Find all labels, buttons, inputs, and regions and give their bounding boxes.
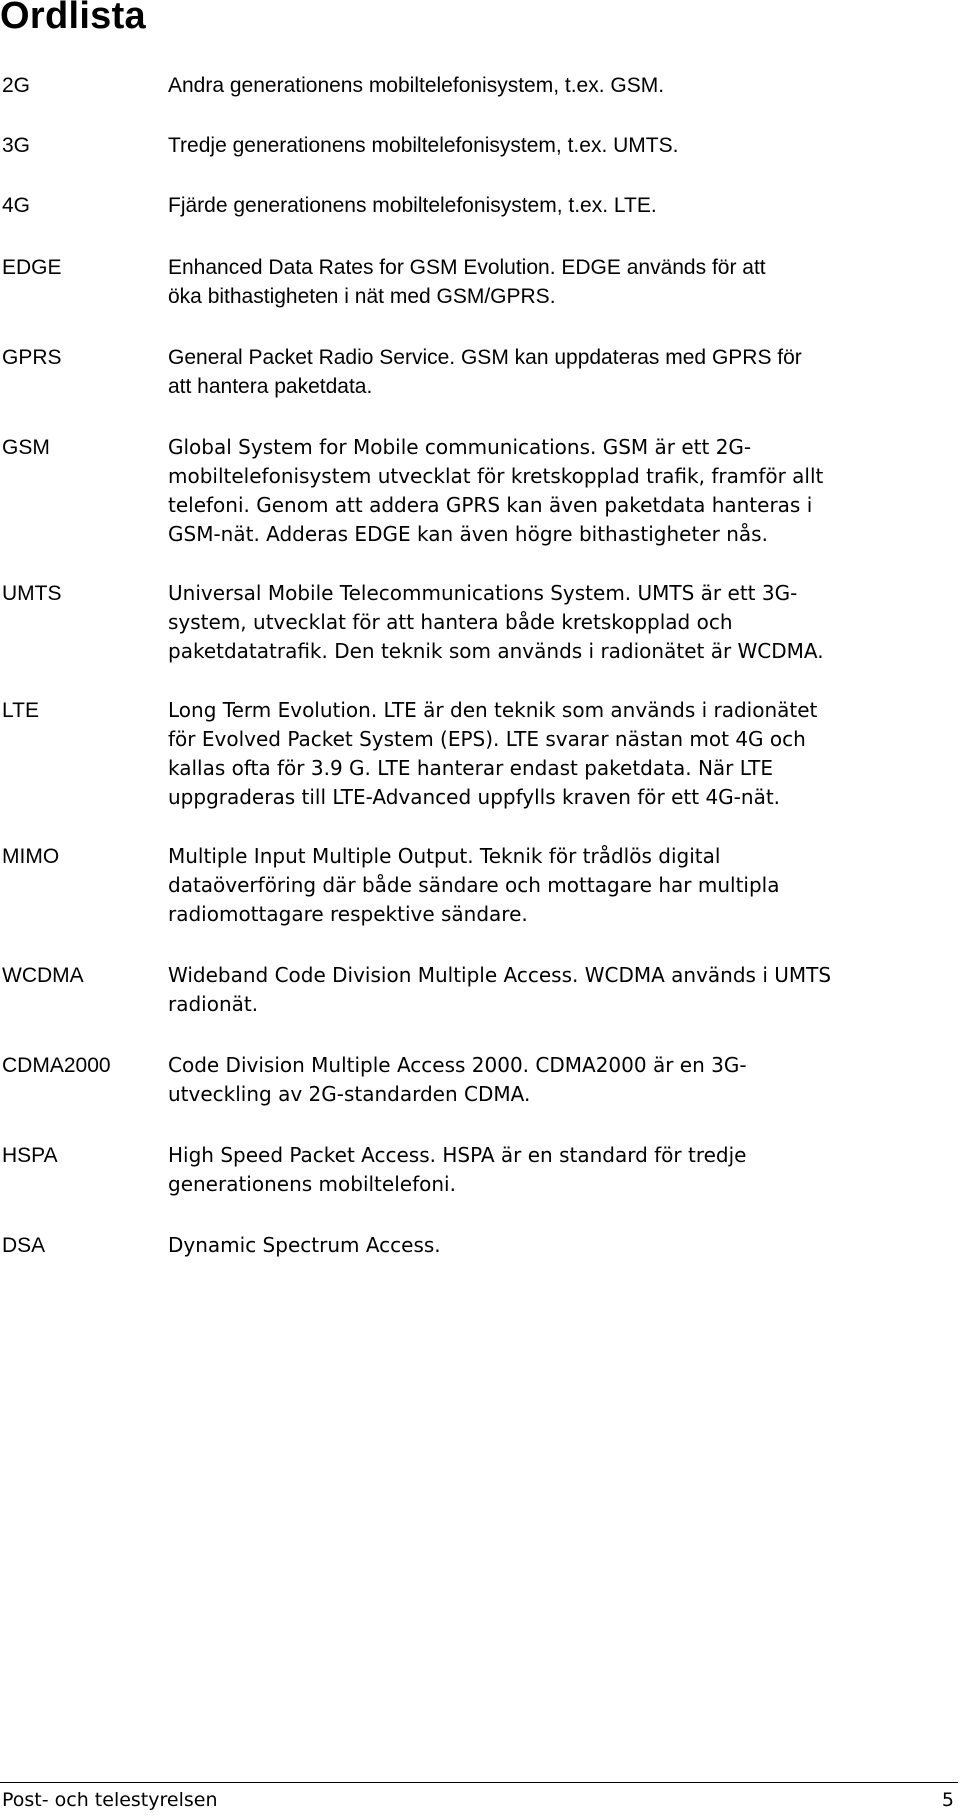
definition-line: telefoni. Genom att addera GPRS kan även paketdata hanteras i [168, 493, 813, 517]
glossary-definition [168, 842, 948, 929]
definition-line: Global System for Mobile communications. GSM är ett 2G- [168, 435, 752, 459]
glossary-term: GSM [2, 436, 50, 459]
glossary-definition [168, 343, 948, 401]
definition-line: för Evolved Packet System (EPS). LTE svarar nästan mot 4G och [168, 727, 806, 751]
definition-line: radionät. [168, 992, 259, 1016]
glossary-definition [168, 253, 948, 311]
definition-line: GSM-nät. Adderas EDGE kan även högre bithastigheter nås. [168, 522, 768, 546]
glossary-term: UMTS [2, 582, 62, 605]
definition-line: Andra generationens mobiltelefonisystem, t.ex. GSM. [168, 74, 665, 97]
glossary-definition [168, 1051, 948, 1109]
definition-line: system, utvecklat för att hantera både kretskopplad och [168, 610, 733, 634]
glossary-term: 4G [2, 194, 31, 217]
definition-line: Universal Mobile Telecommunications System. UMTS är ett 3G- [168, 581, 798, 605]
definition-line: Enhanced Data Rates for GSM Evolution. EDGE används för att [168, 256, 766, 279]
glossary-definition [168, 131, 948, 160]
glossary-term: WCDMA [2, 964, 84, 987]
definition-line: High Speed Packet Access. HSPA är en standard för tredje [168, 1143, 747, 1167]
glossary-definition [168, 433, 948, 549]
definition-line: Wideband Code Division Multiple Access. WCDMA används i UMTS [168, 963, 832, 987]
definition-line: paketdatatrafik. Den teknik som används i radionätet är WCDMA. [168, 639, 824, 663]
definition-line: Code Division Multiple Access 2000. CDMA2000 är en 3G- [168, 1053, 747, 1077]
footer-publisher: Post- och telestyrelsen [2, 1789, 218, 1811]
glossary-term: GPRS [2, 346, 62, 369]
glossary-term: 3G [2, 134, 31, 157]
definition-line: Dynamic Spectrum Access. [168, 1233, 441, 1257]
definition-line: generationens mobiltelefoni. [168, 1172, 456, 1196]
definition-line: utveckling av 2G-standarden CDMA. [168, 1082, 531, 1106]
definition-line: Multiple Input Multiple Output. Teknik för trådlös digital [168, 844, 721, 868]
glossary-term: DSA [2, 1234, 46, 1257]
page-title: Ordlista [0, 0, 146, 37]
glossary-definition [168, 961, 948, 1019]
definition-line: Fjärde generationens mobiltelefonisystem, t.ex. LTE. [168, 194, 657, 217]
glossary-term: EDGE [2, 256, 62, 279]
definition-line: General Packet Radio Service. GSM kan uppdateras med GPRS för [168, 346, 802, 369]
glossary-term: MIMO [2, 845, 60, 868]
glossary-definition [168, 71, 948, 100]
definition-line: mobiltelefonisystem utvecklat för kretskopplad trafik, framför allt [168, 464, 824, 488]
definition-line: Tredje generationens mobiltelefonisystem, t.ex. UMTS. [168, 134, 679, 157]
glossary-definition [168, 579, 948, 666]
glossary-term: LTE [2, 699, 39, 722]
definition-line: dataöverföring där både sändare och mottagare har multipla [168, 873, 780, 897]
glossary-term: 2G [2, 74, 31, 97]
definition-line: att hantera paketdata. [168, 375, 373, 398]
glossary-definition [168, 1231, 948, 1260]
definition-line: uppgraderas till LTE-Advanced uppfylls kraven för ett 4G-nät. [168, 785, 781, 809]
definition-line: radiomottagare respektive sändare. [168, 902, 528, 926]
glossary-term: CDMA2000 [2, 1054, 111, 1077]
definition-line: kallas ofta för 3.9 G. LTE hanterar endast paketdata. När LTE [168, 756, 773, 780]
glossary-definition [168, 696, 948, 812]
definition-line: öka bithastigheten i nät med GSM/GPRS. [168, 285, 556, 308]
glossary-term: HSPA [2, 1144, 58, 1167]
glossary-definition [168, 1141, 948, 1199]
definition-line: Long Term Evolution. LTE är den teknik som används i radionätet [168, 698, 818, 722]
footer-divider [0, 1782, 958, 1783]
glossary-definition [168, 191, 948, 220]
page-number: 5 [941, 1789, 954, 1811]
